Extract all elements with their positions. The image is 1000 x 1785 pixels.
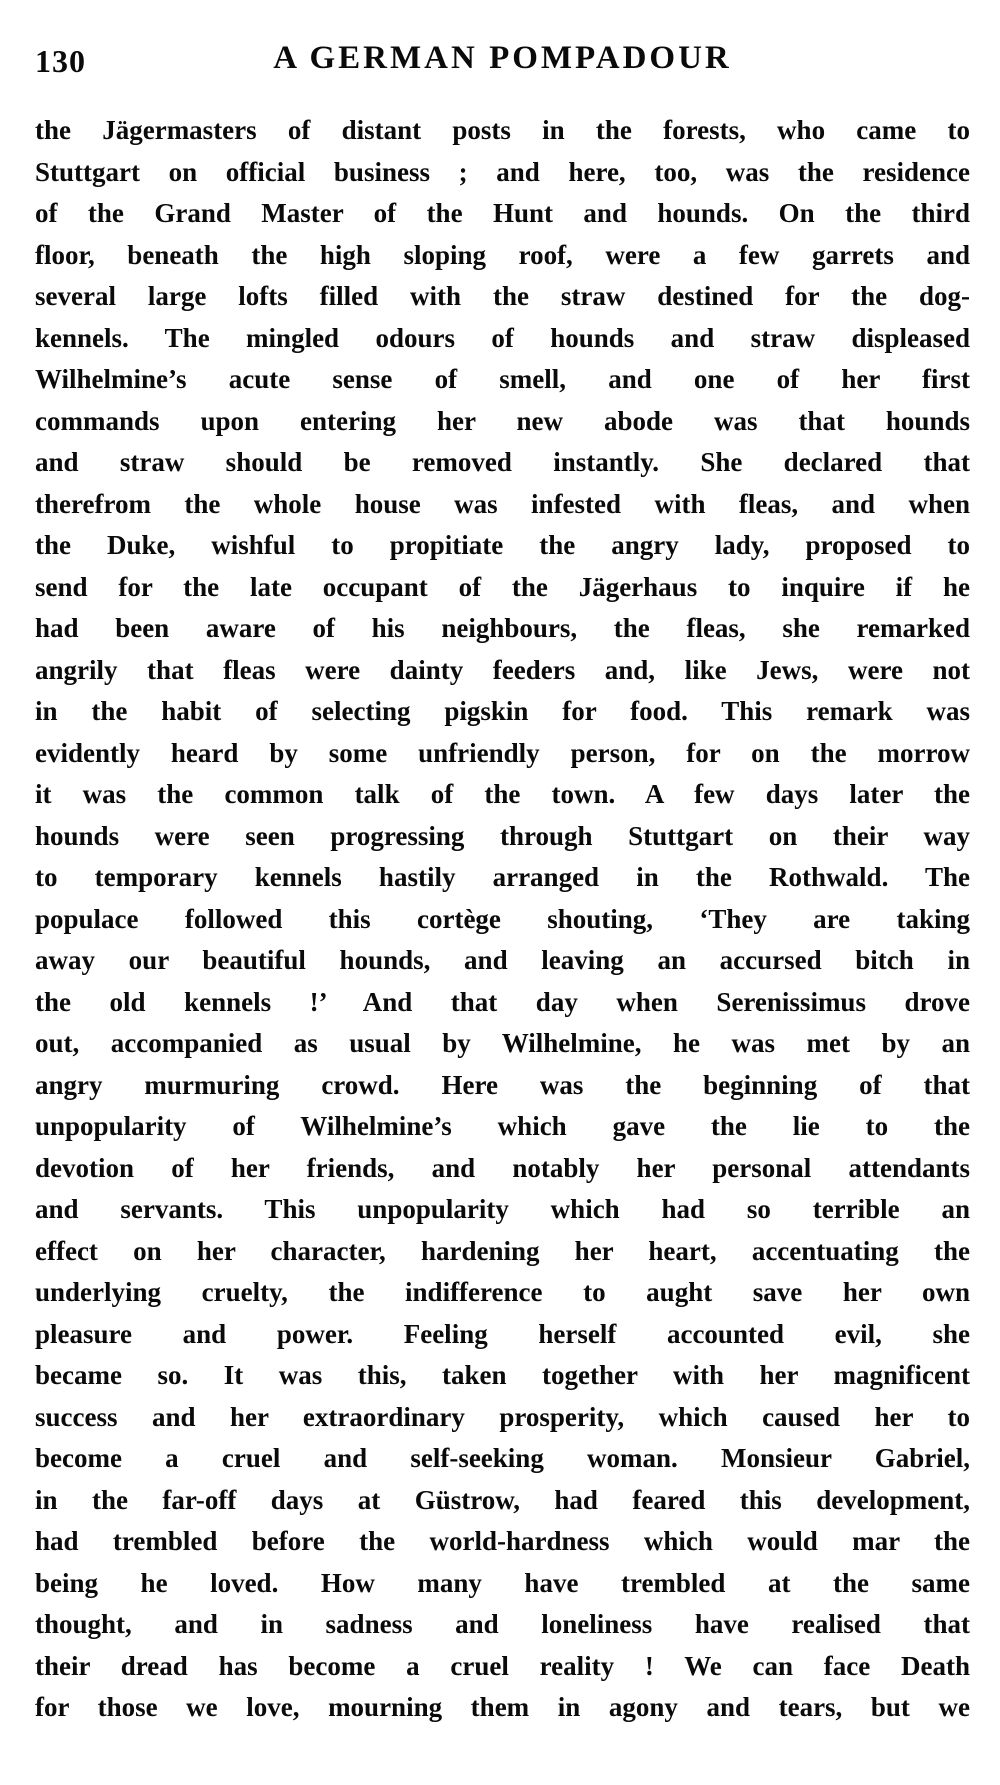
text-line: kennels. The mingled odours of hounds and straw displeased — [35, 322, 970, 353]
text-line: become a cruel and self-seeking woman. Monsieur Gabriel, — [35, 1443, 970, 1473]
text-line: to temporary kennels hastily arranged in the Rothwald. The — [35, 862, 970, 892]
text-line: underlying cruelty, the indifference to aught save her own — [35, 1277, 970, 1307]
text-line: the Duke, wishful to propitiate the angry lady, proposed to — [35, 530, 970, 560]
text-line: several large lofts filled with the straw destined for the dog- — [35, 281, 970, 311]
text-line: success and her extraordinary prosperity, which caused her to — [35, 1401, 970, 1432]
text-line: populace followed this cortège shouting, ‘They are taking — [35, 903, 970, 934]
text-line: became so. It was this, taken together with her magnificent — [35, 1360, 970, 1390]
text-line: had trembled before the world-hardness which would mar the — [35, 1526, 970, 1556]
text-line: pleasure and power. Feeling herself accounted evil, she — [35, 1318, 970, 1349]
running-title: A GERMAN POMPADOUR — [273, 40, 732, 76]
text-line: and straw should be removed instantly. She declared that — [35, 447, 970, 477]
text-line: commands upon entering her new abode was that hounds — [35, 405, 970, 436]
text-line: hounds were seen progressing through Stuttgart on their way — [35, 820, 970, 851]
text-line: away our beautiful hounds, and leaving an accursed bitch in — [35, 945, 970, 975]
text-line: out, accompanied as usual by Wilhelmine, he was met by an — [35, 1028, 970, 1058]
text-line: being he loved. How many have trembled at the same — [35, 1567, 970, 1598]
text-line: Wilhelmine’s acute sense of smell, and one of her first — [35, 364, 970, 394]
text-line: of the Grand Master of the Hunt and hounds. On the third — [35, 198, 970, 228]
text-line: devotion of her friends, and notably her personal attendants — [35, 1152, 970, 1183]
text-line: had been aware of his neighbours, the fleas, she remarked — [35, 613, 970, 643]
text-line: the old kennels !’ And that day when Serenissimus drove — [35, 986, 970, 1017]
text-line: unpopularity of Wilhelmine’s which gave the lie to the — [35, 1111, 970, 1141]
text-line: for those we love, mourning them in agony and tears, but we — [35, 1692, 970, 1722]
text-line: angry murmuring crowd. Here was the beginning of that — [35, 1069, 970, 1100]
text-line: it was the common talk of the town. A few days later the — [35, 779, 970, 809]
text-line: therefrom the whole house was infested with fleas, and when — [35, 488, 970, 519]
text-block — [35, 110, 970, 1729]
text-line: evidently heard by some unfriendly person, for on the morrow — [35, 737, 970, 768]
page-header — [35, 40, 970, 82]
text-line: thought, and in sadness and loneliness have realised that — [35, 1609, 970, 1639]
text-line: floor, beneath the high sloping roof, were a few garrets and — [35, 239, 970, 270]
text-line: Stuttgart on official business ; and here, too, was the residence — [35, 156, 970, 187]
text-line: angrily that fleas were dainty feeders and, like Jews, were not — [35, 654, 970, 685]
text-line: effect on her character, hardening her heart, accentuating the — [35, 1235, 970, 1266]
text-line: in the far-off days at Güstrow, had feared this development, — [35, 1484, 970, 1515]
text-line: send for the late occupant of the Jägerhaus to inquire if he — [35, 571, 970, 602]
text-line: their dread has become a cruel reality ! We can face Death — [35, 1650, 970, 1681]
text-line: and servants. This unpopularity which had so terrible an — [35, 1194, 970, 1224]
text-line: the Jägermasters of distant posts in the forests, who came to — [35, 115, 970, 145]
text-line: in the habit of selecting pigskin for food. This remark was — [35, 696, 970, 726]
page-number: 130 — [35, 43, 86, 79]
